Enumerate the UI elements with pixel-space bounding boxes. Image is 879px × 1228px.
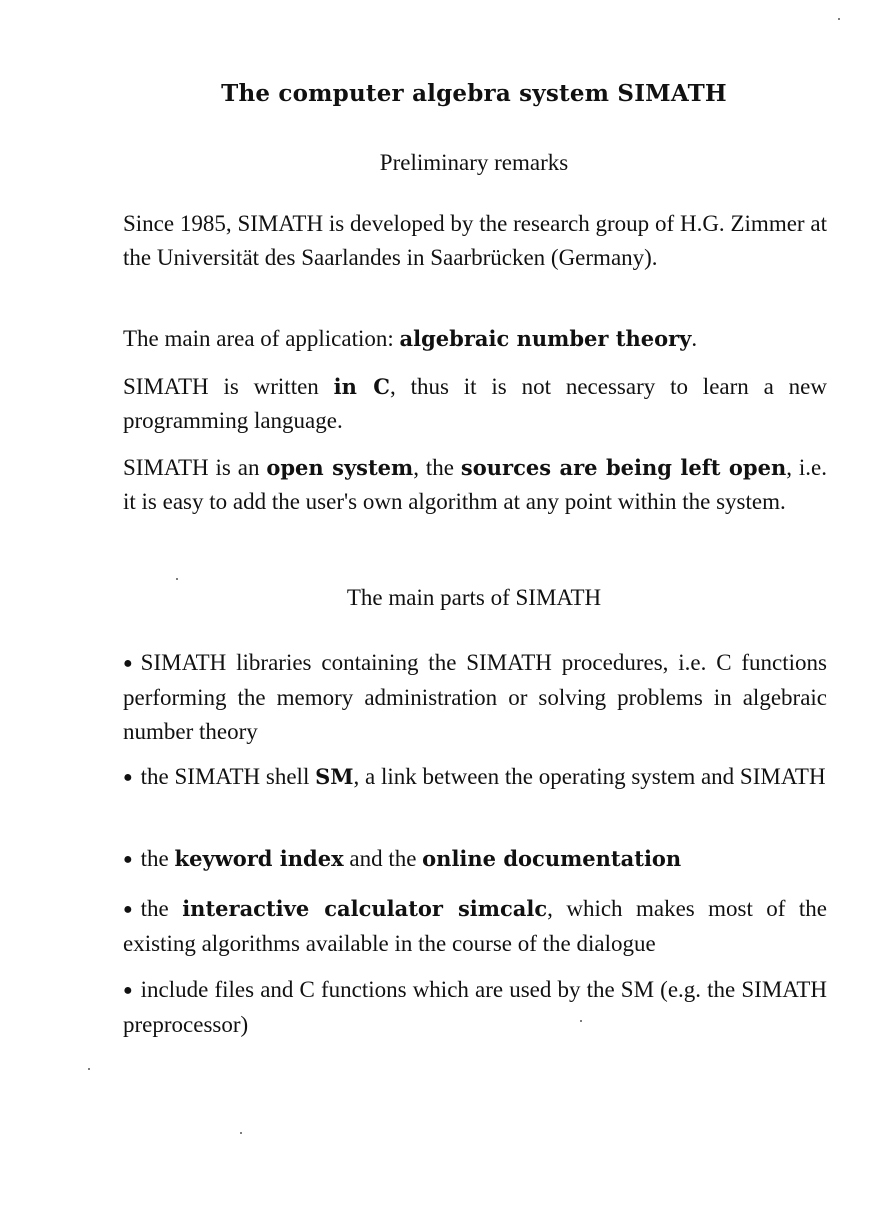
open-emphasis-1: open system xyxy=(266,455,414,480)
bullet-icon: ● xyxy=(123,655,133,672)
written-prefix: SIMATH is written xyxy=(123,374,334,399)
shell-suffix: , a link between the operating system and SIMATH xyxy=(353,764,826,789)
list-item-calculator xyxy=(123,892,827,961)
keyword-emphasis-2: online documentation xyxy=(422,846,682,871)
written-in-c-paragraph xyxy=(123,370,827,438)
list-item-include-files xyxy=(123,973,827,1042)
list-item-keyword-index xyxy=(123,842,827,877)
bullet-icon: ● xyxy=(123,901,133,918)
keyword-emphasis-1: keyword index xyxy=(174,846,344,871)
keyword-middle: and the xyxy=(343,846,423,871)
open-prefix: SIMATH is an xyxy=(123,455,267,480)
libraries-text: SIMATH libraries containing the SIMATH procedures, i.e. C functions performing the memory administration or solving problems in algebraic number theory xyxy=(123,650,827,744)
preliminary-remarks-heading: Preliminary remarks xyxy=(379,150,569,175)
scan-speck xyxy=(176,578,178,580)
bullet-icon: ● xyxy=(123,769,133,786)
calculator-suffix: , which makes most of the existing algorithms available in the course of the dialogue xyxy=(123,896,827,956)
application-prefix: The main area of application: xyxy=(123,326,400,351)
calculator-prefix: the xyxy=(140,896,183,921)
written-suffix: , thus it is not necessary to learn a new programming language. xyxy=(123,374,827,433)
open-suffix: , i.e. it is easy to add the user's own algorithm at any point within the system. xyxy=(123,455,827,514)
open-middle: , the xyxy=(413,455,461,480)
intro-paragraph: Since 1985, SIMATH is developed by the research group of H.G. Zimmer at the Universität des Saarlandes in Saarbrücken (Germany). xyxy=(123,211,827,270)
scan-speck xyxy=(88,1068,90,1070)
application-paragraph xyxy=(123,322,827,356)
keyword-prefix: the xyxy=(140,846,175,871)
written-emphasis: in C xyxy=(333,374,391,399)
application-suffix: . xyxy=(691,326,698,351)
list-item-libraries xyxy=(123,646,827,749)
application-emphasis: algebraic number theory xyxy=(399,326,692,351)
document-title: The computer algebra system SIMATH xyxy=(221,80,727,107)
include-text: include files and C functions which are used by the SM (e.g. the SIMATH preprocessor) xyxy=(123,977,827,1037)
scan-speck xyxy=(240,1132,242,1134)
scan-speck xyxy=(838,18,840,20)
open-emphasis-2: sources are being left open xyxy=(460,455,787,480)
shell-prefix: the SIMATH shell xyxy=(140,764,316,789)
shell-emphasis: SM xyxy=(315,764,354,789)
scan-speck xyxy=(580,1020,582,1022)
open-system-paragraph xyxy=(123,451,827,519)
calculator-emphasis: interactive calculator simcalc xyxy=(182,896,548,921)
bullet-icon: ● xyxy=(123,982,133,999)
bullet-icon: ● xyxy=(123,851,133,868)
main-parts-heading: The main parts of SIMATH xyxy=(346,585,602,610)
list-item-shell xyxy=(123,760,827,795)
